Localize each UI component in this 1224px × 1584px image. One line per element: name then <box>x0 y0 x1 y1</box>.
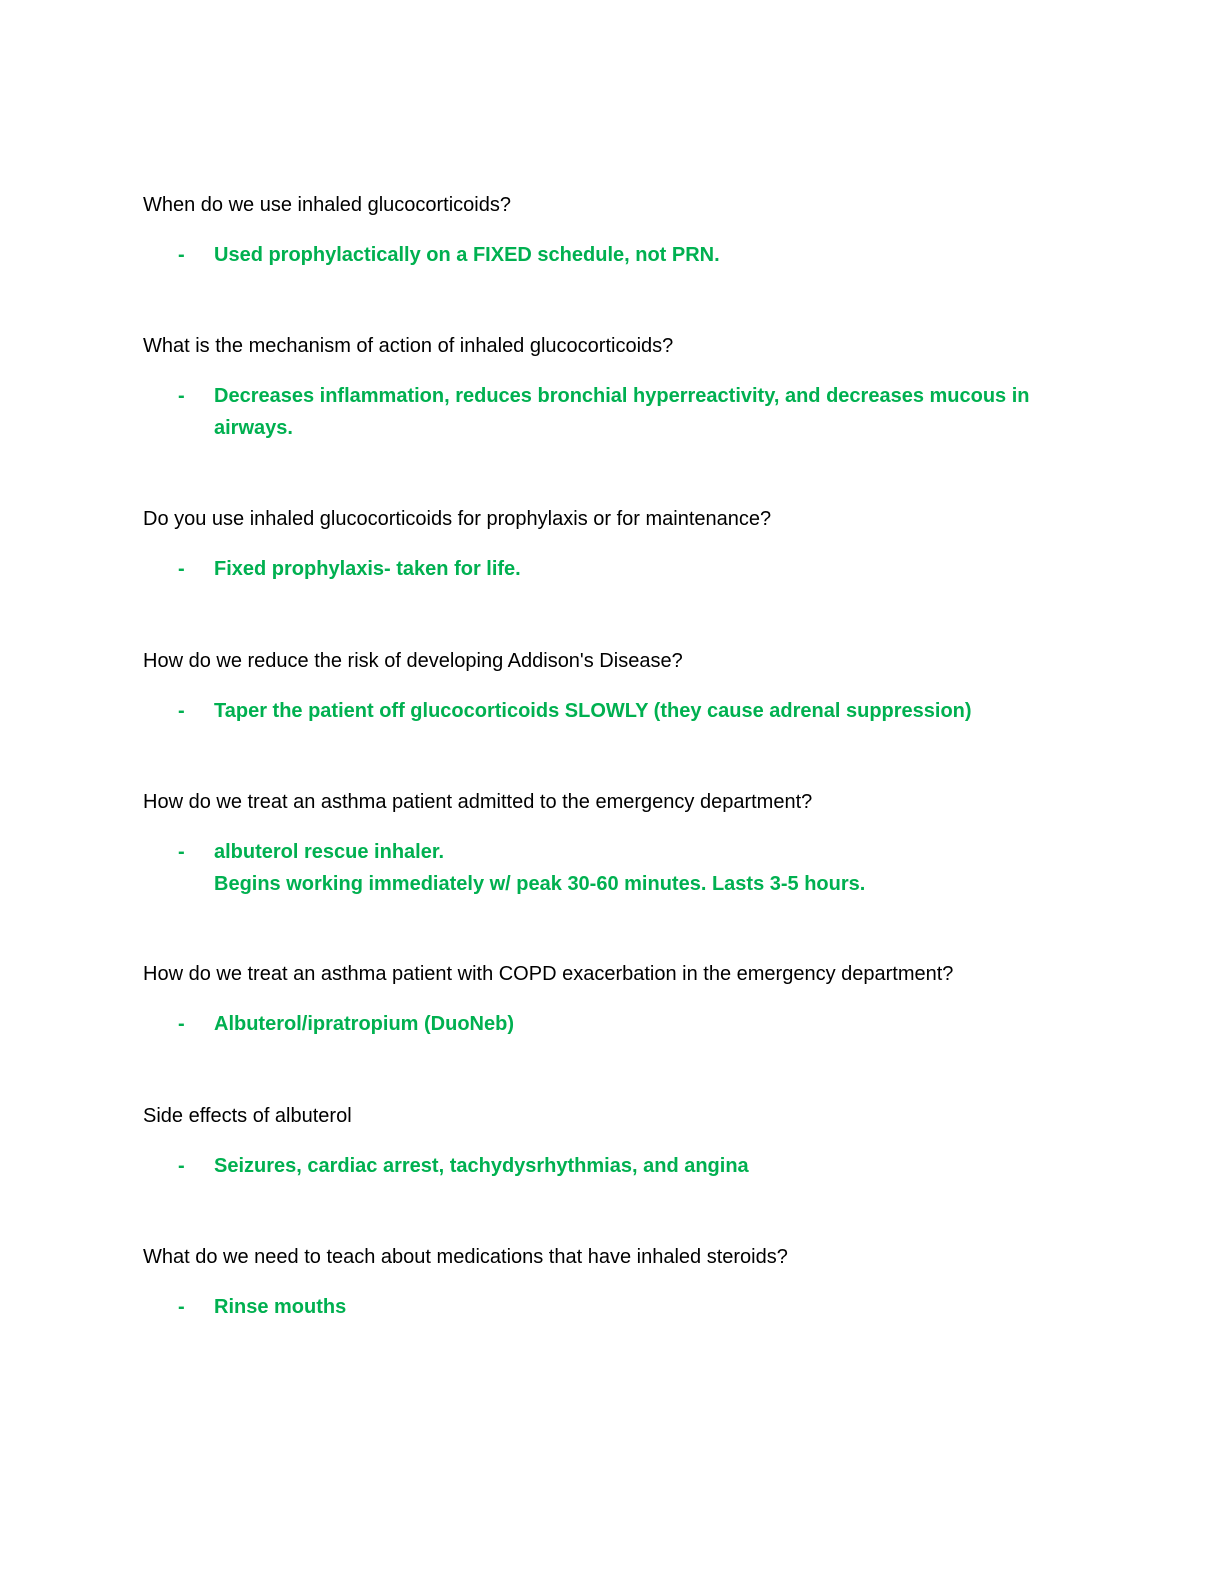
question-text: How do we reduce the risk of developing Addison's Disease? <box>143 650 683 672</box>
answer-text: albuterol rescue inhaler. <box>214 841 445 863</box>
answer-text: Taper the patient off glucocorticoids SLOWLY (they cause adrenal suppression) <box>214 700 972 722</box>
bullet-dash: - <box>178 841 185 863</box>
question-text: What do we need to teach about medications that have inhaled steroids? <box>143 1246 788 1268</box>
qa-item-mechanism-of-action <box>143 333 1083 444</box>
answer-text: Albuterol/ipratropium (DuoNeb) <box>214 1013 514 1035</box>
answer-text: Fixed prophylaxis- taken for life. <box>214 558 521 580</box>
bullet-dash: - <box>178 385 185 407</box>
qa-item-copd-exacerbation <box>143 961 1083 1040</box>
question-text: Side effects of albuterol <box>143 1105 352 1127</box>
bullet-dash: - <box>178 1296 185 1318</box>
answer-text: Decreases inflammation, reduces bronchial hyperreactivity, and decreases mucous in <box>214 385 1030 407</box>
qa-item-albuterol-side-effects <box>143 1103 1083 1182</box>
answer-bullet <box>143 1008 1083 1040</box>
question-text: What is the mechanism of action of inhaled glucocorticoids? <box>143 335 674 357</box>
question-text: Do you use inhaled glucocorticoids for prophylaxis or for maintenance? <box>143 508 772 530</box>
question-text: When do we use inhaled glucocorticoids? <box>143 194 511 216</box>
answer-text: airways. <box>214 417 293 439</box>
answer-bullet <box>143 695 1083 727</box>
answer-text: Seizures, cardiac arrest, tachydysrhythmias, and angina <box>214 1155 749 1177</box>
question-text: How do we treat an asthma patient with COPD exacerbation in the emergency department? <box>143 963 954 985</box>
qa-item-addisons-disease <box>143 648 1083 727</box>
bullet-dash: - <box>178 244 185 266</box>
bullet-dash: - <box>178 1155 185 1177</box>
qa-item-inhaled-glucocorticoid-use <box>143 192 1083 271</box>
answer-text: Used prophylactically on a FIXED schedule, not PRN. <box>214 244 720 266</box>
answer-bullet <box>143 1150 1083 1182</box>
bullet-dash: - <box>178 558 185 580</box>
answer-text: Begins working immediately w/ peak 30-60 minutes. Lasts 3-5 hours. <box>214 873 866 895</box>
bullet-dash: - <box>178 1013 185 1035</box>
answer-bullet <box>143 1291 1083 1323</box>
bullet-dash: - <box>178 700 185 722</box>
qa-item-asthma-emergency <box>143 789 1083 900</box>
answer-bullet <box>143 239 1083 271</box>
answer-bullet <box>143 836 1083 900</box>
answer-bullet <box>143 553 1083 585</box>
question-text: How do we treat an asthma patient admitted to the emergency department? <box>143 791 813 813</box>
qa-item-prophylaxis-or-maintenance <box>143 506 1083 585</box>
qa-item-inhaled-steroid-teaching <box>143 1244 1083 1323</box>
answer-text: Rinse mouths <box>214 1296 347 1318</box>
answer-bullet <box>143 380 1083 444</box>
